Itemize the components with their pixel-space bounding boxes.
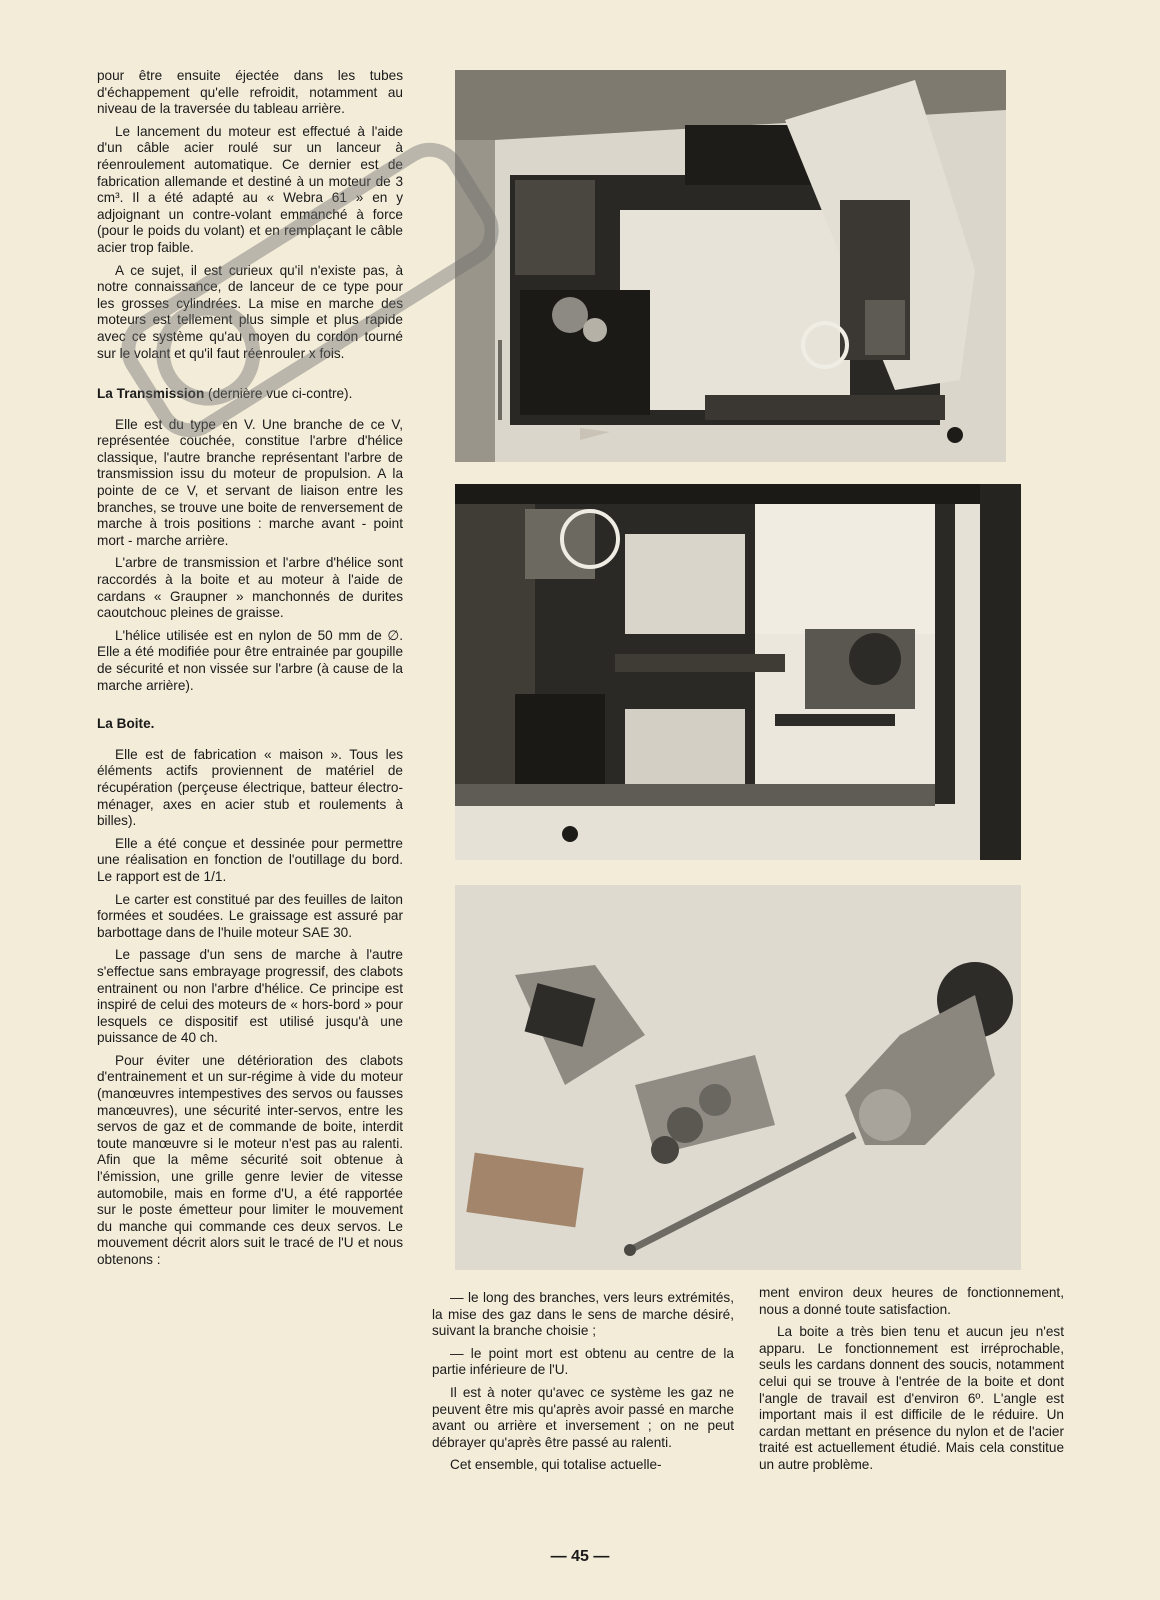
heading-note: (dernière vue ci-contre). bbox=[204, 386, 353, 402]
paragraph: Elle est du type en V. Une branche de ce V, représentée couchée, constitue l'arbre d'hélice classique, l'autre branche représentant l'arbre de transmission issu du moteur de propulsion. A la pointe de ce V, et servant de liaison entre les branches, se trouve une boite de renversement de marche à trois positions : marche avant - point mort - marche arrière. bbox=[97, 416, 403, 548]
paragraph: Le lancement du moteur est effectué à l'aide d'un câble acier roulé sur un lanceur à réenroulement automatique. Ce dernier est de fabrication allemande et destiné à un moteur de 3 cm³. Il a été adapté au « Webra 61 » en y adjoignant un contre-volant emmanché à force (pour le poids du volant) et en remplaçant le câble acier trop faible. bbox=[97, 123, 403, 255]
paragraph: A ce sujet, il est curieux qu'il n'existe pas, à notre connaissance, de lanceur de ce type pour les grosses cylindrées. La mise en marche des moteurs est tellement plus simple et plus rapide avec ce système qu'au moyen du cordon tourné sur le volant et qu'il faut réenrouler x fois. bbox=[97, 262, 403, 361]
paragraph: pour être ensuite éjectée dans les tubes d'échappement qu'elle refroidit, notamment au niveau de la traversée du tableau arrière. bbox=[97, 68, 403, 117]
paragraph: Cet ensemble, qui totalise actuelle- bbox=[450, 1457, 662, 1473]
section-heading-transmission bbox=[97, 386, 403, 403]
paragraph: Le carter est constitué par des feuilles de laiton formées et soudées. Le graissage est assuré par barbottage dans de l'huile moteur SAE 30. bbox=[97, 891, 403, 940]
paragraph: — le point mort est obtenu au centre de la partie inférieure de l'U. bbox=[432, 1345, 734, 1378]
section-heading-boite: La Boite. bbox=[97, 716, 155, 732]
photo-hull-top-view bbox=[455, 70, 1006, 462]
paragraph: ment environ deux heures de fonctionnement, nous a donné toute satisfaction. bbox=[759, 1285, 1064, 1317]
paragraph: Il est à noter qu'avec ce système les gaz ne peuvent être mis qu'après avoir passé en marche avant ou arrière et inversement ; on ne peut débrayer qu'après être passé au ralenti. bbox=[432, 1384, 734, 1450]
page-number: — 45 — bbox=[550, 1548, 610, 1565]
middle-text-column bbox=[432, 1290, 734, 1480]
paragraph: Pour éviter une détérioration des clabots d'entrainement et un sur-régime à vide du moteur (manœuvres intempestives des servos ou fausses manœuvres), une sécurité inter-servos, entre les servos de gaz et de commande de boite, interdit toute manœuvre si le moteur n'est pas au ralenti. Afin que la même sécurité soit obtenue à l'émission, une grille genre levier de vitesse automobile, mais en forme d'U, a été rapportée sur le poste émetteur pour limiter le mouvement du manche qui commande ces deux servos. Le mouvement décrit alors suit le tracé de l'U et nous obtenons : bbox=[97, 1052, 403, 1267]
paragraph: Le passage d'un sens de marche à l'autre s'effectue sans embrayage progressif, des clabots entrainent ou non l'arbre d'hélice. Ce principe est inspiré de celui des moteurs de « hors-bord » pour lesquels ce dispositif est utilisé jusqu'à une puissance de 40 ch. bbox=[97, 947, 403, 1046]
paragraph: L'arbre de transmission et l'arbre d'hélice sont raccordés à la boite et au moteur à l'aide de cardans « Graupner » manchonnés de durites caoutchouc pleines de graisse. bbox=[97, 555, 403, 621]
paragraph: — le long des branches, vers leurs extrémités, la mise des gaz dans le sens de marche désiré, suivant la branche choisie ; bbox=[432, 1290, 734, 1339]
right-text-column bbox=[759, 1285, 1064, 1480]
paragraph: L'hélice utilisée est en nylon de 50 mm de ∅. Elle a été modifiée pour être entrainée par goupille de sécurité et non vissée sur l'arbre (à cause de la marche arrière). bbox=[97, 627, 403, 693]
paragraph: Elle est de fabrication « maison ». Tous les éléments actifs proviennent de matériel de récupération (perçeuse électrique, batteur électro-ménager, axes en acier stub et roulements à billes). bbox=[97, 746, 403, 829]
photo-hull-interior-transmission bbox=[455, 484, 1021, 860]
paragraph: Elle a été conçue et dessinée pour permettre une réalisation en fonction de l'outillage du bord. Le rapport est de 1/1. bbox=[97, 835, 403, 884]
heading-text: La Transmission bbox=[97, 386, 205, 402]
left-text-column bbox=[97, 68, 403, 1275]
photo-gearbox-parts bbox=[455, 885, 1021, 1270]
paragraph: La boite a très bien tenu et aucun jeu n'est apparu. Le fonctionnement est irréprochable, seuls les cardans donnent des soucis, notamment celui qui se trouve à l'entrée de la boite et dont l'angle de travail est d'environ 6º. L'angle est important mais il est difficile de le réduire. Un cardan mettant en présence du nylon et de l'acier traité est actuellement étudié. Mais cela constitue un autre problème. bbox=[759, 1324, 1064, 1472]
